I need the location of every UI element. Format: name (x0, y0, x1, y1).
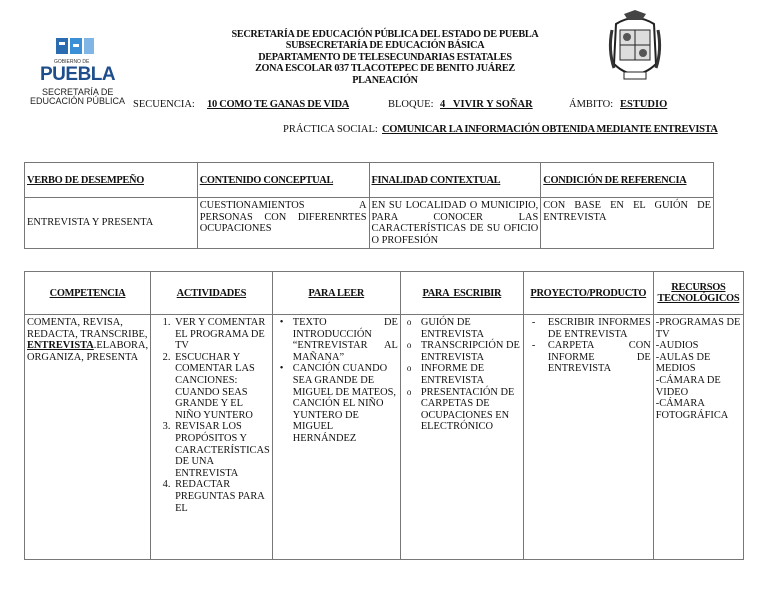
th-proyecto: PROYECTO/PRODUCTO (523, 272, 653, 315)
competencia-bold: ENTREVISTA (27, 340, 94, 352)
table-header-row (25, 272, 744, 315)
header-line-1: SECRETARÍA DE EDUCACIÓN PÚBLICA DEL ESTADO DE PUEBLA (231, 29, 539, 40)
practica-value: COMUNICAR LA INFORMACIÓN OBTENIDA MEDIANTE ENTREVISTA (382, 124, 718, 135)
list-item: -AULAS DE MEDIOS (655, 351, 711, 375)
secuencia-value: 10 COMO TE GANAS DE VIDA (207, 99, 350, 110)
cell-competencia (25, 315, 151, 560)
bloque-value: 4 VIVIR Y SOÑAR (440, 99, 533, 110)
cell-actividades (151, 315, 273, 560)
puebla-emblem-icon (56, 36, 96, 58)
list-item: - CARPETA CON INFORME DE ENTREVISTA (548, 340, 651, 375)
seal-icon (606, 10, 664, 86)
header-line-3: DEPARTAMENTO DE TELESECUNDARIAS ESTATALES (258, 52, 512, 63)
bloque-label: BLOQUE: (388, 99, 434, 110)
th-actividades: ACTIVIDADES (151, 272, 273, 315)
th-para-escribir: PARA ESCRIBIR (400, 272, 523, 315)
competencia-post: .ELABORA, ORGANIZA, PRESENTA (27, 340, 149, 363)
table-desempeno (24, 162, 714, 249)
list-item: 2. ESCUCHAR Y COMENTAR LAS CANCIONES: CUANDO SEAS GRANDE Y EL NIÑO YUNTERO (173, 352, 270, 422)
practica-label: PRÁCTICA SOCIAL: (283, 124, 378, 135)
list-item: -CÁMARA DE VIDEO (655, 374, 721, 398)
table-header-row (25, 163, 714, 198)
header-line-2: SUBSECRETARÍA DE EDUCACIÓN BÁSICA (285, 40, 485, 51)
cell-para-escribir (400, 315, 523, 560)
th-verbo: VERBO DE DESEMPEÑO (25, 163, 198, 198)
ambito-value: ESTUDIO (620, 99, 668, 110)
th-condicion: CONDICIÓN DE REFERENCIA (541, 163, 714, 198)
th-finalidad: FINALIDAD CONTEXTUAL (369, 163, 541, 198)
list-item: • TEXTO DE INTRODUCCIÓN “ENTREVISTAR AL MAÑANA” (293, 317, 398, 363)
cell-para-leer (272, 315, 400, 560)
cell-contenido: CUESTIONAMIENTOS A PERSONAS CON DIFERENRTES OCUPACIONES (197, 198, 369, 249)
th-competencia: COMPETENCIA (25, 272, 151, 315)
list-item: -AUDIOS (655, 340, 699, 352)
cell-proyecto (523, 315, 653, 560)
table-row (25, 315, 744, 560)
th-recursos: RECURSOS TECNOLÓGICOS (653, 272, 743, 315)
logo-big-text: PUEBLA (40, 64, 116, 85)
list-item: -CÁMARA FOTOGRÁFICA (655, 398, 729, 421)
list-item: o GUIÓN DE ENTREVISTA (421, 317, 521, 340)
logo-small-text: GOBIERNO DE (54, 59, 90, 65)
th-contenido: CONTENIDO CONCEPTUAL (197, 163, 369, 198)
cell-verbo: ENTREVISTA Y PRESENTA (25, 198, 198, 249)
list-item: 1. VER Y COMENTAR EL PROGRAMA DE TV (173, 317, 270, 352)
ambito-label: ÁMBITO: (569, 99, 614, 110)
secuencia-label: SECUENCIA: (133, 99, 195, 110)
header-line-5: PLANEACIÓN (352, 75, 418, 86)
school-seal (606, 10, 664, 86)
list-item: o PRESENTACIÓN DE CARPETAS DE OCUPACIONES EN ELECTRÓNICO (421, 387, 521, 433)
cell-finalidad: EN SU LOCALIDAD O MUNICIPIO, PARA CONOCER LAS CARACTERÍSTICAS DE SU OFICIO O PROFESIÓN (369, 198, 541, 249)
puebla-logo (30, 36, 130, 108)
th-para-leer: PARA LEER (272, 272, 400, 315)
competencia-text: COMENTA, REVISA, REDACTA, TRANSCRIBE, (27, 317, 148, 340)
list-item: o TRANSCRIPCIÓN DE ENTREVISTA (421, 340, 521, 363)
cell-recursos (653, 315, 743, 560)
list-item: • CANCIÓN CUANDO SEA GRANDE DE MIGUEL DE MATEOS, CANCIÓN EL NIÑO YUNTERO DE MIGUEL HERNÁNDEZ (293, 363, 398, 444)
table-planeacion (24, 271, 744, 560)
list-item: o INFORME DE ENTREVISTA (421, 363, 521, 386)
cell-condicion: CON BASE EN EL GUIÓN DE ENTREVISTA (541, 198, 714, 249)
header-line-4: ZONA ESCOLAR 037 TLACOTEPEC DE BENITO JUÁREZ (255, 63, 515, 74)
table-row (25, 198, 714, 249)
list-item: 3. REVISAR LOS PROPÓSITOS Y CARACTERÍSTICAS DE UNA ENTREVISTA (173, 421, 270, 479)
list-item: 4. REDACTAR PREGUNTAS PARA EL (173, 479, 270, 514)
logo-sub2: EDUCACIÓN PÚBLICA (30, 96, 126, 106)
logo-sub1: SECRETARÍA DE (42, 87, 114, 97)
list-item: - ESCRIBIR INFORMES DE ENTREVISTA (548, 317, 651, 340)
list-item: -PROGRAMAS DE TV (655, 317, 741, 340)
